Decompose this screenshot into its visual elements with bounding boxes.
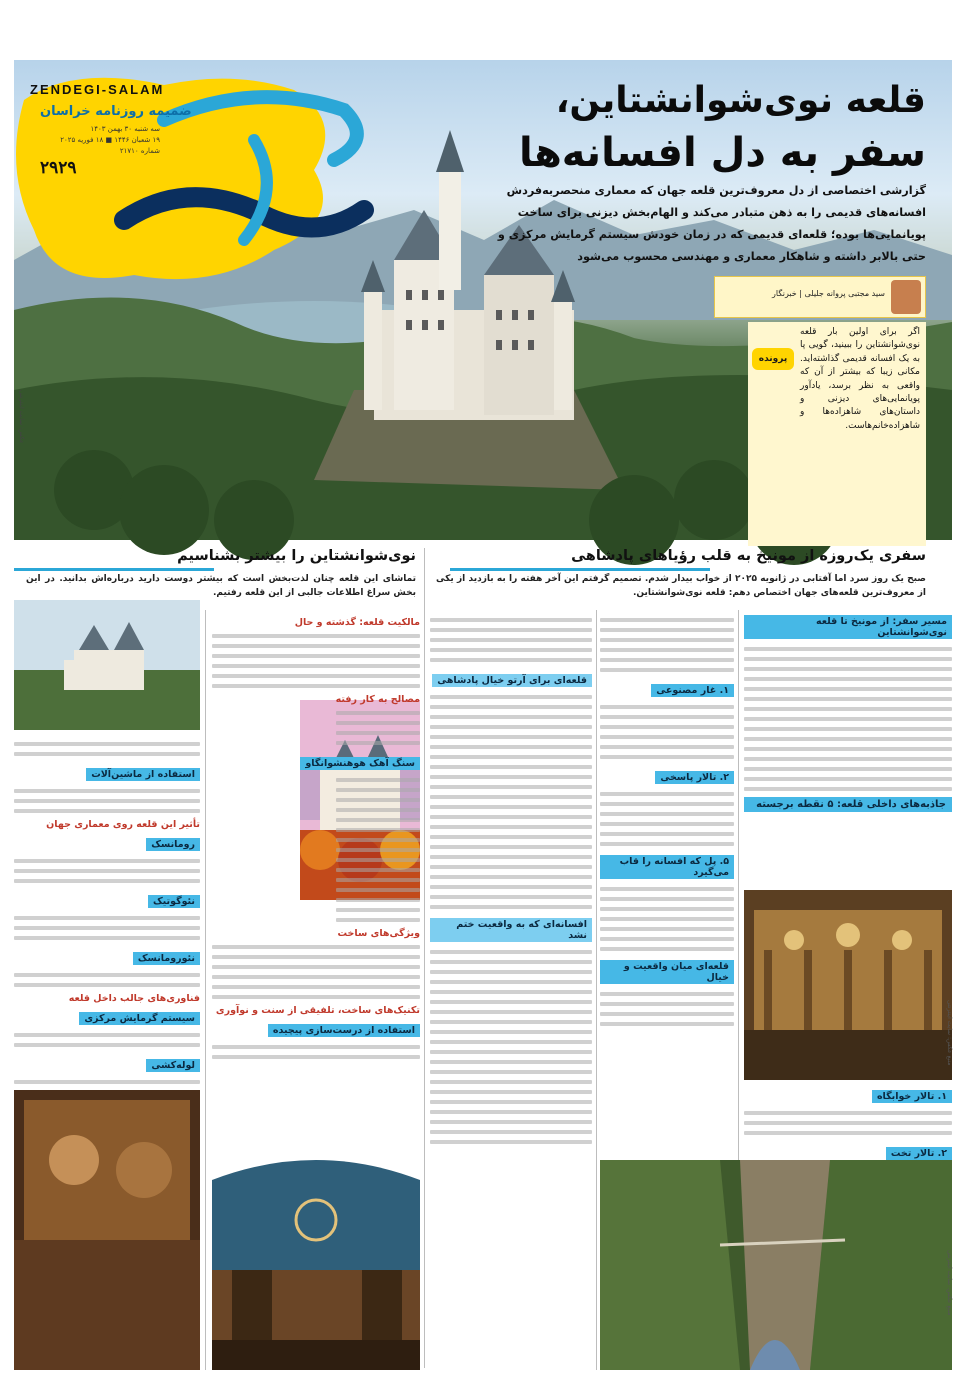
painting-interior-photo [14,1090,200,1370]
subhead-romanesque: رومانسک [146,838,200,851]
interior-photo-right [744,890,952,1080]
date-line-1: سه شنبه ۳۰ بهمن ۱۴۰۳ [90,125,160,133]
author-box [714,276,926,318]
section-intro-left: تماشای این قلعه چنان لذت‌بخش است که بیشتر دوست دارید درباره‌اش بدانید. در این بخش سراغ اطلاعات جالبی از این قلعه رفتیم. [26,574,416,598]
subhead-stairs: استفاده از درست‌سازی پیچیده [268,1024,420,1037]
subhead-magic: قلعه‌ای برای آرتو خیال پادشاهی [432,674,592,687]
dossier-box [748,322,926,546]
section-title-left: نوی‌شوانشتاین را بیشتر بشناسیم [177,548,416,564]
subhead-technique: تکنیک‌های ساخت، تلفیقی از سنت و نوآوری [215,1005,420,1016]
date-line-3: شماره ۲۱۷۱۰ [119,147,160,155]
headline-line-2: سفر به دل افسانه‌ها [519,130,926,176]
subhead-sandstone: سنگ آهک هوهنشوانگاو [300,757,420,770]
dossier-text: اگر برای اولین بار قلعه نوی‌شوانشتاین را ببینید، گویی پا به یک افسانه قدیمی گذاشته‌اید. مکانی زیبا که بیشتر از آن که واقعی به نظر برسد، یادآور پویانمایی‌های دیزنی و داستان‌های شاهزاده‌ها و شاهزاده‌خانم‌هاست. [800,327,920,431]
subhead-machines: استفاده از ماشین‌آلات [86,768,200,781]
subhead-neoromanesque: نئورومانسک [133,952,200,965]
section-intro-right: صبح یک روز سرد اما آفتابی در ژانویه ۲۰۲۵ از خواب بیدار شدم. تصمیم گرفتم این آخر هفته را به بازدید از یکی از معروف‌ترین قلعه‌های جهان اختصاص دهم: قلعه نوی‌شوانشتاین. [436,574,926,598]
column-divider [424,548,425,1368]
photo-caption-bottom: منبع عکس: سایت اینترنتی [946,1250,953,1316]
author-name: سید مجتبی پروانه جلیلی | خبرنگار [772,289,885,298]
logo-splash [14,60,414,310]
subhead-route: مسیر سفر: از مونیخ تا قلعه نوی‌شوانشتاین [744,615,952,639]
section-rule-left [14,568,214,571]
subhead-ownership: مالکیت قلعه: گذشته و حال [294,617,420,628]
author-avatar [891,280,921,314]
subhead-plumbing: لوله‌کشی [146,1059,200,1072]
lead-paragraph: گزارشی اختصاصی از دل معروف‌ترین قلعه جهان که معماری منحصربه‌فردش افسانه‌های قدیمی را به ذهن متبادر می‌کند و الهام‌بخش دیزنی برای ساخت پویانمایی‌ها بوده؛ قلعه‌ای قدیمی که در زمان خودش سیستم گرمایش مرکزی و حتی بالابر داشته و شاهکار معماری و مهندسی محسوب می‌شود [497,184,926,263]
page-headline [486,76,926,180]
masthead [14,60,414,310]
masthead-date [40,124,160,157]
subhead-dream-vs-reality: قلعه‌ای میان واقعیت و خیال [600,960,734,984]
subhead-throne-room: ۱. تالار خوابگاه [872,1090,952,1103]
subhead-swan-bridge: ۵. پل‌ که افسانه را قاب می‌گیرد [600,855,734,879]
masthead-title-en: ZENDEGI-SALAM [30,82,165,97]
column-divider [205,610,206,1370]
subhead-singers-hall: ۲. تالار پاسخی [655,771,734,784]
subhead-heating: سیستم گرمایش مرکزی [79,1012,200,1025]
subhead-engineering: فناوری‌های جالب داخل قلعه [68,993,200,1004]
subhead-features: ویژگی‌های ساخت [337,928,420,939]
date-line-2: ۱۹ شعبان ۱۴۴۶ ■ ۱۸ فوریه ۲۰۲۵ [60,136,160,144]
timeline-header: جاذبه‌های داخلی قلعه: ۵ نقطه برجسته [744,797,952,812]
section-rule-right [450,568,710,571]
headline-line-1: قلعه نوی‌شوانشتاین، [555,80,926,121]
hero-photo-credit: عکس: سایت اینترنتی [18,390,25,444]
subhead-world-influence: تأثیر این قلعه روی معماری جهان [46,819,200,830]
subhead-artificial-cave: ۱. غار مصنوعی [651,684,734,697]
column-3 [430,612,592,1370]
masthead-supplement: ضمیمه روزنامه خراسان [40,104,192,119]
dossier-badge: پرونده [752,348,794,370]
column-1 [744,612,952,888]
subhead-reality: افسانه‌ای که به واقعیت ختم نشد [430,918,592,942]
castle-aerial-photo [14,600,200,730]
issue-number: ۲۹۲۹ [40,158,77,177]
hall-interior-photo [212,1180,420,1370]
photo-caption: منبع عکس: سایت اینترنتی [946,1000,953,1066]
column-1-bottom [744,1084,952,1159]
column-divider [596,610,597,1370]
subhead-construction: مصالح به کار رفته [335,694,420,705]
section-title-right: سفری یک‌روزه از مونیخ به قلب رؤیاهای پادشاهی [571,548,926,564]
column-1-text [744,647,952,791]
column-2 [600,612,734,1074]
subhead-neogothic: نئوگوتیک [148,895,200,908]
gorge-photo [600,1160,952,1370]
subhead-royal-room: ۲. تالار تخت [886,1147,952,1160]
column-5 [14,736,200,1082]
